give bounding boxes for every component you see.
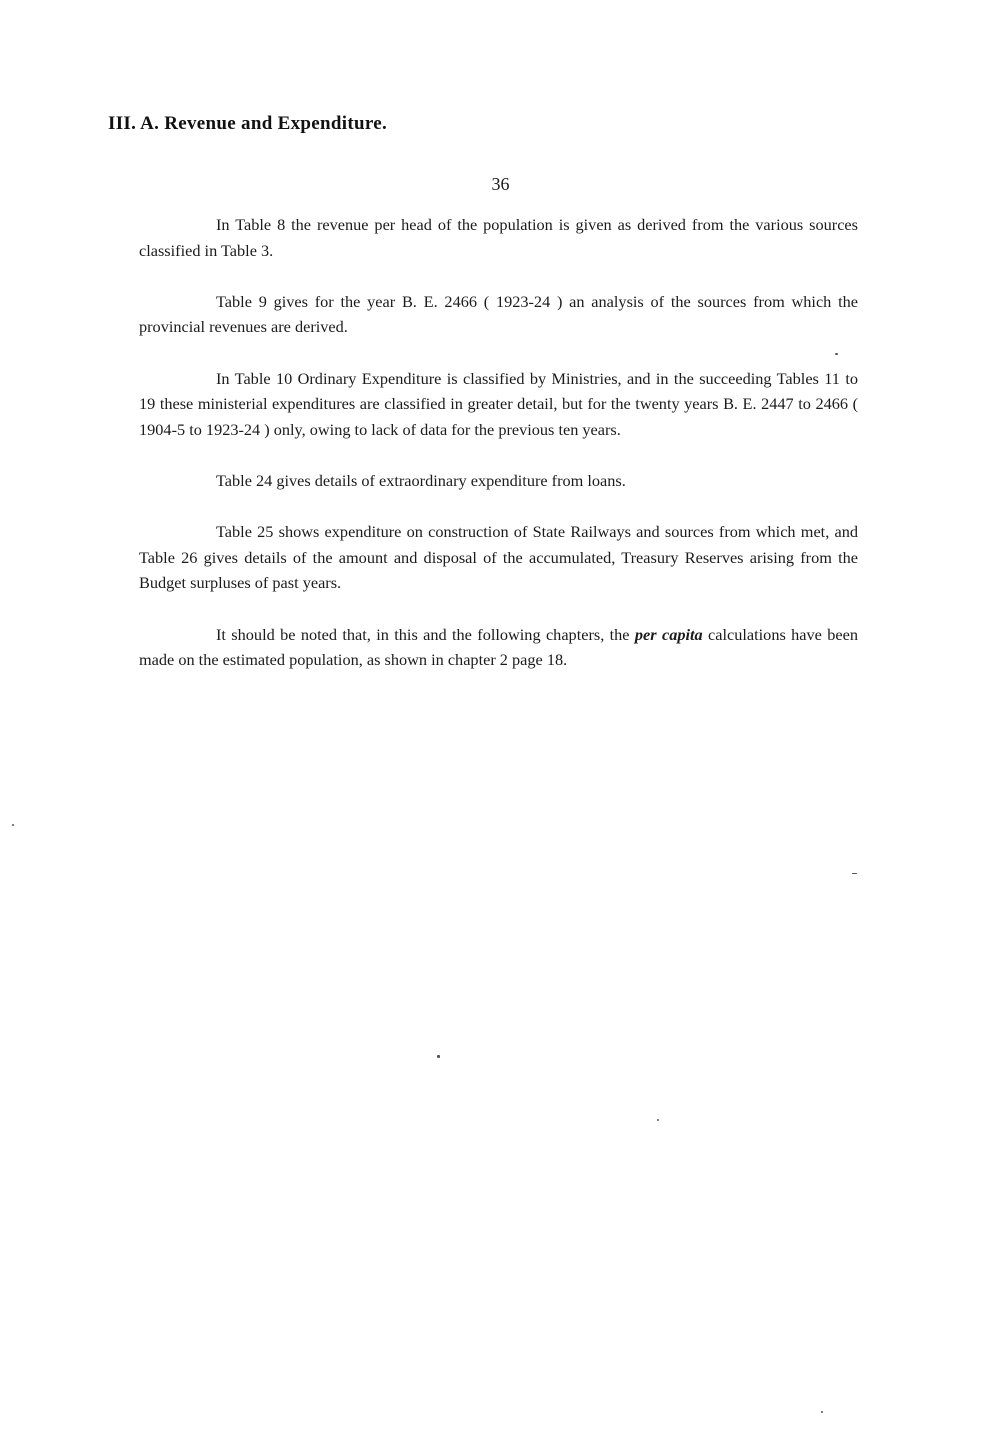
emphasis-text: per capita [634, 624, 703, 644]
paragraph: Table 24 gives details of extraordinary expenditure from loans. [216, 470, 626, 490]
scan-speck [821, 1411, 823, 1413]
body-text [139, 212, 858, 698]
paragraph: Table 9 gives for the year B. E. 2466 ( 1923-24 ) an analysis of the sources from which the provincial revenues are derived. [139, 291, 858, 337]
paragraph: In Table 8 the revenue per head of the population is given as derived from the various sources classified in Table 3. [139, 215, 858, 260]
scan-speck [12, 824, 14, 826]
scan-speck [835, 353, 838, 355]
paragraph: Table 25 shows expenditure on construction of State Railways and sources from which met, and Table 26 gives details of the amount and disposal of the accumulated, Treasury Reserves arising from the Budget surpluses of past years. [139, 522, 858, 593]
paragraph-text: calculations have been made on the estimated population, as shown in chapter 2 page 18. [139, 624, 858, 670]
scan-speck [657, 1119, 659, 1121]
paragraph-text: It should be noted that, in this and the following chapters, the [216, 624, 635, 644]
scan-speck [437, 1055, 440, 1058]
page-number: 36 [491, 174, 510, 194]
paragraph [139, 622, 858, 673]
scan-speck [852, 873, 857, 874]
paragraph: In Table 10 Ordinary Expenditure is classified by Ministries, and in the succeeding Tables 11 to 19 these ministerial expenditures are classified in greater detail, but for the twenty years B. E. 2447 to 2466 ( 1904-5 to 1923-24 ) only, owing to lack of data for the previous ten years. [139, 368, 858, 439]
section-heading: III. A. Revenue and Expenditure. [108, 113, 387, 134]
